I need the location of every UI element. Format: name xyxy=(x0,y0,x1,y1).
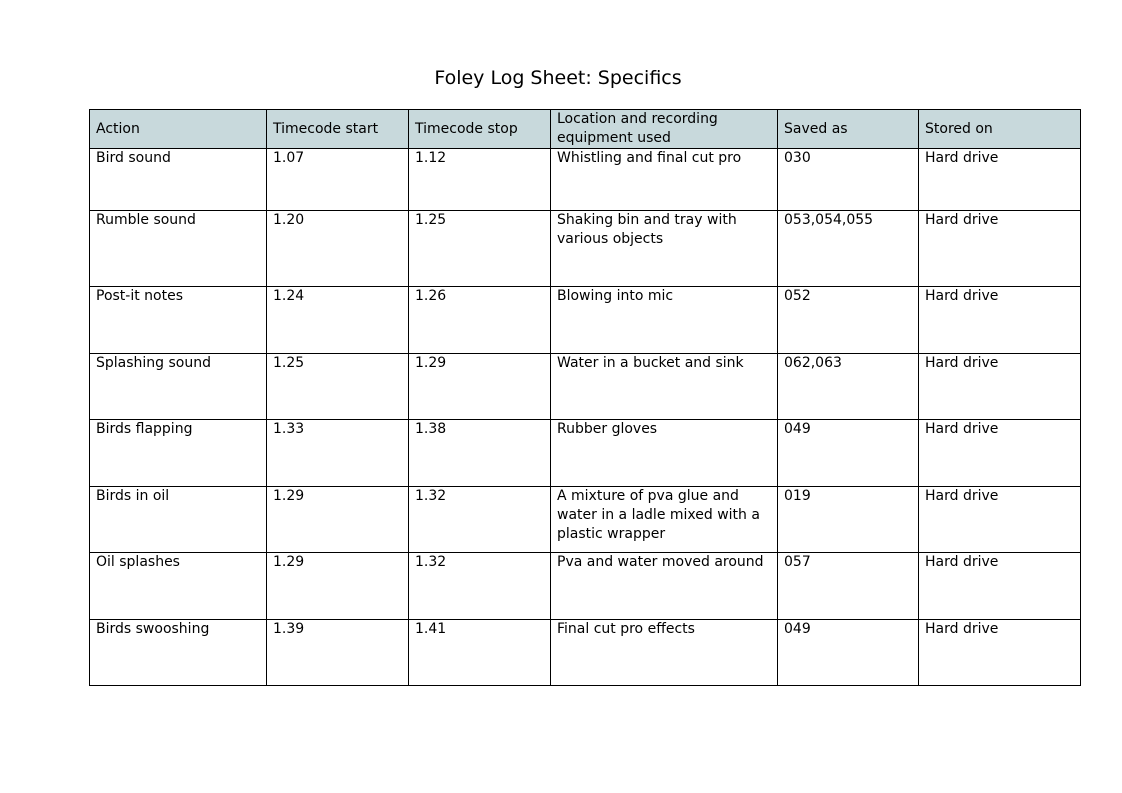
cell-timecode-start: 1.29 xyxy=(267,553,409,620)
cell-action: Bird sound xyxy=(90,149,267,211)
cell-location-equipment: Blowing into mic xyxy=(551,287,778,354)
cell-location-equipment: Shaking bin and tray with various objects xyxy=(551,211,778,287)
cell-saved-as: 052 xyxy=(778,287,919,354)
table-row xyxy=(90,620,1081,686)
cell-saved-as: 053,054,055 xyxy=(778,211,919,287)
cell-timecode-stop: 1.12 xyxy=(409,149,551,211)
cell-location-equipment: Rubber gloves xyxy=(551,420,778,487)
cell-saved-as: 062,063 xyxy=(778,354,919,420)
cell-stored-on: Hard drive xyxy=(919,553,1081,620)
cell-stored-on: Hard drive xyxy=(919,487,1081,553)
cell-timecode-start: 1.33 xyxy=(267,420,409,487)
page-title: Foley Log Sheet: Specifics xyxy=(434,67,682,89)
cell-action: Post-it notes xyxy=(90,287,267,354)
header-stored-on: Stored on xyxy=(919,110,1081,149)
cell-stored-on: Hard drive xyxy=(919,287,1081,354)
cell-timecode-start: 1.07 xyxy=(267,149,409,211)
table-body xyxy=(90,149,1081,686)
table-row xyxy=(90,287,1081,354)
cell-timecode-stop: 1.26 xyxy=(409,287,551,354)
cell-timecode-stop: 1.32 xyxy=(409,487,551,553)
table-row xyxy=(90,553,1081,620)
cell-timecode-start: 1.29 xyxy=(267,487,409,553)
cell-location-equipment: Water in a bucket and sink xyxy=(551,354,778,420)
cell-action: Rumble sound xyxy=(90,211,267,287)
cell-action: Birds swooshing xyxy=(90,620,267,686)
cell-location-equipment: A mixture of pva glue and water in a ladle mixed with a plastic wrapper xyxy=(551,487,778,553)
cell-stored-on: Hard drive xyxy=(919,149,1081,211)
header-row xyxy=(90,110,1081,149)
cell-action: Birds flapping xyxy=(90,420,267,487)
header-timecode-stop: Timecode stop xyxy=(409,110,551,149)
header-saved-as: Saved as xyxy=(778,110,919,149)
cell-saved-as: 057 xyxy=(778,553,919,620)
cell-timecode-stop: 1.29 xyxy=(409,354,551,420)
cell-timecode-start: 1.39 xyxy=(267,620,409,686)
header-action: Action xyxy=(90,110,267,149)
cell-action: Splashing sound xyxy=(90,354,267,420)
header-timecode-start: Timecode start xyxy=(267,110,409,149)
cell-stored-on: Hard drive xyxy=(919,620,1081,686)
cell-timecode-stop: 1.41 xyxy=(409,620,551,686)
cell-saved-as: 049 xyxy=(778,420,919,487)
table-row xyxy=(90,420,1081,487)
cell-saved-as: 030 xyxy=(778,149,919,211)
table-header xyxy=(90,110,1081,149)
cell-location-equipment: Pva and water moved around xyxy=(551,553,778,620)
cell-timecode-start: 1.24 xyxy=(267,287,409,354)
cell-stored-on: Hard drive xyxy=(919,354,1081,420)
table-row xyxy=(90,149,1081,211)
table-row xyxy=(90,487,1081,553)
cell-stored-on: Hard drive xyxy=(919,211,1081,287)
table-row xyxy=(90,354,1081,420)
cell-action: Oil splashes xyxy=(90,553,267,620)
cell-saved-as: 049 xyxy=(778,620,919,686)
cell-timecode-stop: 1.32 xyxy=(409,553,551,620)
cell-saved-as: 019 xyxy=(778,487,919,553)
foley-log-table xyxy=(89,109,1081,686)
cell-location-equipment: Final cut pro effects xyxy=(551,620,778,686)
cell-stored-on: Hard drive xyxy=(919,420,1081,487)
cell-timecode-stop: 1.38 xyxy=(409,420,551,487)
table-row xyxy=(90,211,1081,287)
header-location-equipment: Location and recording equipment used xyxy=(551,110,778,149)
cell-action: Birds in oil xyxy=(90,487,267,553)
cell-timecode-start: 1.25 xyxy=(267,354,409,420)
cell-location-equipment: Whistling and final cut pro xyxy=(551,149,778,211)
cell-timecode-stop: 1.25 xyxy=(409,211,551,287)
cell-timecode-start: 1.20 xyxy=(267,211,409,287)
